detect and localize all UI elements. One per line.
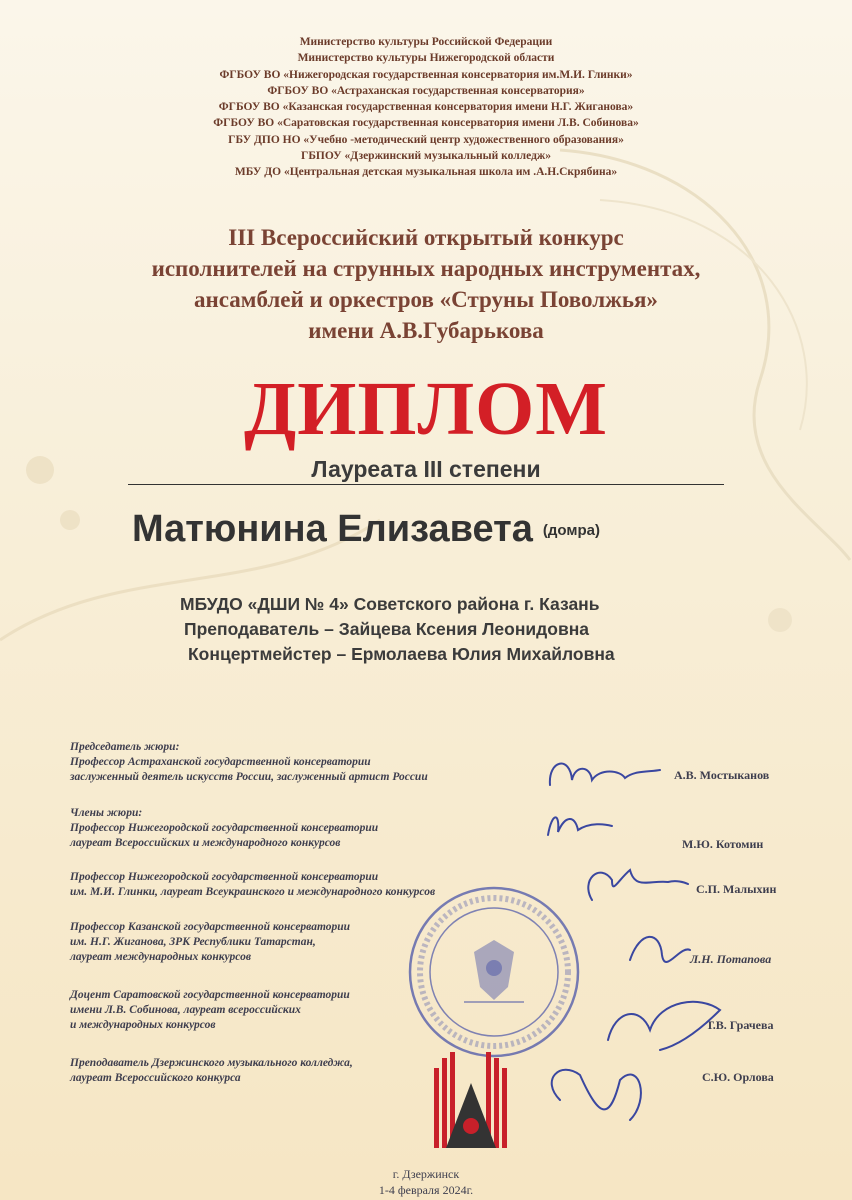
jury-member-line: лауреат Всероссийского конкурса: [70, 1072, 241, 1084]
footer-city: г. Дзержинск: [392, 1167, 460, 1181]
jury-member-line: лауреат международных конкурсов: [70, 951, 251, 963]
jury-member-line: им. Н.Г. Жиганова, ЗРК Республики Татарстан,: [70, 936, 316, 948]
jury-member-line: и международных конкурсов: [70, 1019, 216, 1031]
contest-title-line: ансамблей и оркестров «Струны Поволжья»: [194, 287, 658, 312]
laureate-degree: Лауреата III степени: [311, 456, 541, 482]
teacher-line: Преподаватель – Зайцева Ксения Леонидовна: [184, 619, 590, 639]
laureate-name-text: Матюнина Елизавета: [132, 508, 533, 550]
jury-chair-name: А.В. Мостыканов: [674, 768, 770, 782]
jury-member-line: Доцент Саратовской государственной консерватории: [70, 989, 350, 1001]
jury-member-line: Профессор Нижегородской государственной консерватории: [70, 822, 379, 834]
signature-member5: [552, 1070, 641, 1120]
organizer-line: ФГБОУ ВО «Нижегородская государственная консерватория им.М.И. Глинки»: [219, 68, 633, 81]
footer: [0, 1166, 852, 1198]
organizer-line: ФГБОУ ВО «Саратовская государственная консерватория имени Л.В. Собинова»: [213, 117, 639, 130]
diploma-title: ДИПЛОМ: [244, 367, 608, 451]
organizer-line: МБУ ДО «Центральная детская музыкальная школа им .А.Н.Скрябина»: [234, 166, 618, 179]
signature-member3: [630, 937, 690, 962]
jury-member-line: им. М.И. Глинки, лауреат Всеукраинского и международного конкурсов: [70, 886, 436, 898]
school-institution: МБУДО «ДШИ № 4» Советского района г. Казань: [180, 594, 600, 614]
footer-dates: 1-4 февраля 2024г.: [378, 1183, 474, 1197]
jury-member-line: Преподаватель Дзержинского музыкального колледжа,: [70, 1057, 353, 1069]
jury-member-line: имени Л.В. Собинова, лауреат всероссийских: [70, 1004, 301, 1016]
contest-title-line: исполнителей на струнных народных инструментах,: [151, 256, 701, 281]
jury-member-name: С.Ю. Орлова: [702, 1070, 774, 1084]
contest-title-line: имени А.В.Губарькова: [308, 318, 544, 343]
jury-member-line: Профессор Казанской государственной консерватории: [70, 921, 351, 933]
signature-member4: [608, 1002, 720, 1050]
organizer-line: Министерство культуры Нижегородской области: [297, 52, 555, 65]
contest-title-line: III Всероссийский открытый конкурс: [228, 225, 624, 250]
jury-member-name: Л.Н. Потапова: [690, 952, 772, 966]
jury-member-name: Т.В. Грачева: [706, 1018, 774, 1032]
jury-member-line: лауреат Всероссийских и международного конкурсов: [70, 837, 341, 849]
jury-member-name: М.Ю. Котомин: [682, 837, 764, 851]
jury-member-name: С.П. Малыхин: [696, 882, 777, 896]
jury-members-heading: Члены жюри:: [70, 807, 143, 819]
jury-member-line: Профессор Нижегородской государственной консерватории: [70, 871, 379, 883]
festival-logo: [426, 1048, 516, 1158]
organizer-line: Министерство культуры Российской Федерации: [299, 36, 553, 48]
organizer-line: ГБПОУ «Дзержинский музыкальный колледж»: [301, 150, 551, 163]
signature-member1: [548, 817, 612, 835]
organizer-line: ГБУ ДПО НО «Учебно -методический центр художественного образования»: [228, 133, 624, 146]
jury-chair-line: заслуженный деятель искусств России, заслуженный артист России: [70, 771, 428, 783]
jury-chair-line: Профессор Астраханской государственной консерватории: [70, 756, 371, 768]
organizer-line: ФГБОУ ВО «Астраханская государственная консерватория»: [267, 84, 585, 97]
signature-chair: [550, 764, 660, 785]
accompanist-line: Концертмейстер – Ермолаева Юлия Михайловна: [188, 644, 615, 664]
instrument-label: (домра): [542, 522, 600, 540]
signature-member2: [588, 870, 688, 900]
jury-chair-heading: Председатель жюри:: [70, 741, 180, 753]
organizer-line: ФГБОУ ВО «Казанская государственная консерватория имени Н.Г. Жиганова»: [218, 101, 634, 114]
